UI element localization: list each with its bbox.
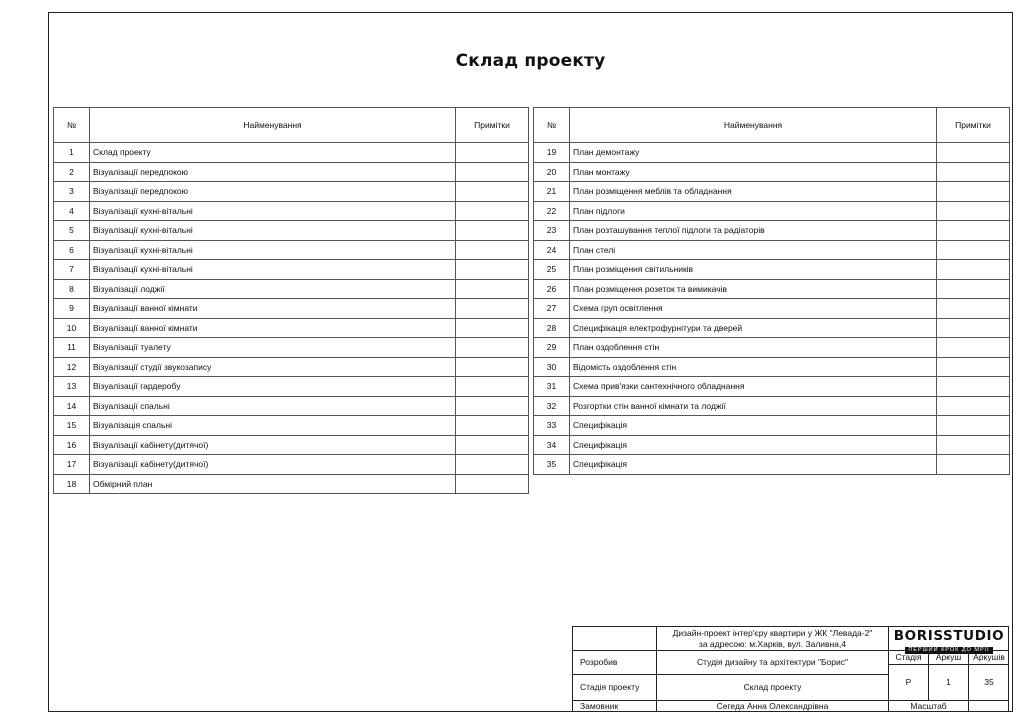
table-header-row	[534, 108, 1010, 143]
table-row	[534, 240, 1010, 260]
row-name: Візуалізації спальні	[90, 396, 456, 416]
row-notes	[456, 143, 529, 163]
sheets-header: Аркушів	[969, 651, 1009, 665]
page-title: Склад проекту	[455, 51, 606, 71]
row-name: Візуалізації туалету	[90, 338, 456, 358]
row-number: 15	[54, 416, 90, 436]
table-row	[534, 182, 1010, 202]
row-notes	[937, 221, 1010, 241]
developer-name: Студія дизайну та архітектури "Борис"	[657, 651, 889, 675]
row-number: 16	[54, 435, 90, 455]
table-row	[534, 357, 1010, 377]
row-number: 13	[54, 377, 90, 397]
row-notes	[456, 221, 529, 241]
table-row	[534, 201, 1010, 221]
contents-table-right	[533, 107, 1010, 475]
row-name: План оздоблення стін	[570, 338, 937, 358]
row-notes	[456, 474, 529, 494]
table-row	[534, 162, 1010, 182]
row-name: План демонтажу	[570, 143, 937, 163]
table-row	[534, 279, 1010, 299]
row-notes	[456, 279, 529, 299]
table-row	[534, 143, 1010, 163]
stage-value: Р	[889, 665, 929, 701]
row-number: 23	[534, 221, 570, 241]
row-name: Специфікація електрофурнітури та дверей	[570, 318, 937, 338]
table-row	[54, 143, 529, 163]
row-name: Схема груп освітлення	[570, 299, 937, 319]
row-number: 12	[54, 357, 90, 377]
row-notes	[937, 143, 1010, 163]
table-row	[54, 435, 529, 455]
row-name: Візуалізації кухні-вітальні	[90, 201, 456, 221]
row-notes	[937, 260, 1010, 280]
table-row	[54, 221, 529, 241]
project-line-1: Дизайн-проект інтер'єру квартири у ЖК "Левада-2"	[672, 628, 873, 639]
header-notes: Примітки	[456, 108, 529, 143]
row-name: Візуалізації кухні-вітальні	[90, 221, 456, 241]
row-number: 35	[534, 455, 570, 475]
row-name: Схема прив'язки сантехнічного обладнання	[570, 377, 937, 397]
row-name: Візуалізації передпокою	[90, 182, 456, 202]
row-notes	[937, 201, 1010, 221]
row-name: План розташування теплої підлоги та радіаторів	[570, 221, 937, 241]
table-header-row	[54, 108, 529, 143]
row-notes	[456, 240, 529, 260]
row-notes	[937, 338, 1010, 358]
row-number: 9	[54, 299, 90, 319]
table-row	[534, 435, 1010, 455]
table-row	[54, 201, 529, 221]
customer-label: Замовник	[573, 701, 657, 712]
row-notes	[937, 182, 1010, 202]
row-number: 17	[54, 455, 90, 475]
row-notes	[456, 162, 529, 182]
stage-header: Стадія	[889, 651, 929, 665]
row-number: 7	[54, 260, 90, 280]
row-notes	[456, 396, 529, 416]
table-row	[534, 377, 1010, 397]
table-row	[54, 357, 529, 377]
sheet-value: 1	[929, 665, 969, 701]
row-notes	[937, 455, 1010, 475]
row-number: 19	[534, 143, 570, 163]
scale-label: Масштаб	[889, 701, 969, 712]
table-row	[54, 279, 529, 299]
row-notes	[456, 260, 529, 280]
row-name: Візуалізації ванної кімнати	[90, 318, 456, 338]
row-name: План розміщення розеток та вимикачів	[570, 279, 937, 299]
stamp-blank	[573, 627, 657, 651]
row-name: Візуалізації передпокою	[90, 162, 456, 182]
logo-text: BORISSTUDIO	[893, 628, 1005, 644]
row-number: 4	[54, 201, 90, 221]
row-notes	[456, 201, 529, 221]
row-notes	[937, 279, 1010, 299]
project-line-2: за адресою: м.Харків, вул. Заливна,4	[698, 638, 847, 649]
row-name: Візуалізації лоджії	[90, 279, 456, 299]
table-row	[534, 416, 1010, 436]
row-name: Специфікація	[570, 455, 937, 475]
row-name: Візуалізації кабінету(дитячої)	[90, 435, 456, 455]
row-name: Візуалізації кухні-вітальні	[90, 260, 456, 280]
table-row	[54, 396, 529, 416]
row-name: Візуалізація спальні	[90, 416, 456, 436]
row-notes	[456, 182, 529, 202]
row-notes	[456, 299, 529, 319]
row-number: 18	[54, 474, 90, 494]
table-row	[54, 182, 529, 202]
row-number: 31	[534, 377, 570, 397]
row-number: 34	[534, 435, 570, 455]
row-notes	[456, 357, 529, 377]
table-row	[534, 338, 1010, 358]
row-number: 29	[534, 338, 570, 358]
row-notes	[456, 416, 529, 436]
row-number: 28	[534, 318, 570, 338]
sheets-value: 35	[969, 665, 1009, 701]
table-row	[534, 260, 1010, 280]
row-notes	[937, 162, 1010, 182]
scale-value	[969, 701, 1009, 712]
row-number: 3	[54, 182, 90, 202]
row-notes	[937, 240, 1010, 260]
table-row	[534, 318, 1010, 338]
table-row	[534, 221, 1010, 241]
row-number: 5	[54, 221, 90, 241]
row-number: 25	[534, 260, 570, 280]
row-notes	[456, 338, 529, 358]
table-row	[54, 455, 529, 475]
row-number: 8	[54, 279, 90, 299]
sheet-title: Склад проекту	[657, 675, 889, 701]
row-notes	[937, 396, 1010, 416]
row-name: Обмірний план	[90, 474, 456, 494]
row-name: План розміщення меблів та обладнання	[570, 182, 937, 202]
row-number: 6	[54, 240, 90, 260]
row-name: План стелі	[570, 240, 937, 260]
header-num: №	[534, 108, 570, 143]
title-block	[572, 626, 1009, 712]
row-number: 32	[534, 396, 570, 416]
row-number: 24	[534, 240, 570, 260]
table-row	[54, 260, 529, 280]
table-row	[54, 474, 529, 494]
header-num: №	[54, 108, 90, 143]
row-number: 10	[54, 318, 90, 338]
project-description	[657, 627, 889, 651]
row-number: 22	[534, 201, 570, 221]
row-name: Візуалізації ванної кімнати	[90, 299, 456, 319]
row-name: Специфікація	[570, 435, 937, 455]
row-number: 2	[54, 162, 90, 182]
row-number: 30	[534, 357, 570, 377]
customer-name: Сегеда Анна Олександрівна	[657, 701, 889, 712]
row-name: Склад проекту	[90, 143, 456, 163]
row-notes	[456, 377, 529, 397]
row-notes	[937, 299, 1010, 319]
sheet-header: Аркуш	[929, 651, 969, 665]
row-number: 14	[54, 396, 90, 416]
row-notes	[937, 318, 1010, 338]
table-row	[54, 162, 529, 182]
developed-label: Розробив	[573, 651, 657, 675]
row-name: Розгортки стін ванної кімнати та лоджії	[570, 396, 937, 416]
row-notes	[937, 435, 1010, 455]
row-number: 21	[534, 182, 570, 202]
row-notes	[456, 435, 529, 455]
row-name: План розміщення світильників	[570, 260, 937, 280]
contents-table-left	[53, 107, 529, 494]
table-row	[54, 299, 529, 319]
table-row	[54, 318, 529, 338]
row-number: 11	[54, 338, 90, 358]
table-row	[54, 240, 529, 260]
row-notes	[937, 416, 1010, 436]
table-row	[534, 396, 1010, 416]
project-stage-label: Стадія проекту	[573, 675, 657, 701]
row-number: 26	[534, 279, 570, 299]
header-name: Найменування	[570, 108, 937, 143]
logo-tagline: ПЕРШИЙ КРОК ДО МРІЇ	[905, 647, 992, 654]
table-row	[54, 377, 529, 397]
studio-logo	[889, 627, 1009, 651]
row-number: 1	[54, 143, 90, 163]
row-number: 20	[534, 162, 570, 182]
row-name: Специфікація	[570, 416, 937, 436]
row-name: Візуалізації гардеробу	[90, 377, 456, 397]
row-notes	[937, 357, 1010, 377]
table-row	[54, 338, 529, 358]
table-row	[534, 455, 1010, 475]
row-notes	[937, 377, 1010, 397]
table-row	[54, 416, 529, 436]
row-name: План підлоги	[570, 201, 937, 221]
table-row	[534, 299, 1010, 319]
row-name: Візуалізації студії звукозапису	[90, 357, 456, 377]
header-name: Найменування	[90, 108, 456, 143]
header-notes: Примітки	[937, 108, 1010, 143]
row-number: 27	[534, 299, 570, 319]
row-name: Відомість оздоблення стін	[570, 357, 937, 377]
row-notes	[456, 318, 529, 338]
row-name: План монтажу	[570, 162, 937, 182]
row-name: Візуалізації кухні-вітальні	[90, 240, 456, 260]
row-notes	[456, 455, 529, 475]
row-name: Візуалізації кабінету(дитячої)	[90, 455, 456, 475]
row-number: 33	[534, 416, 570, 436]
